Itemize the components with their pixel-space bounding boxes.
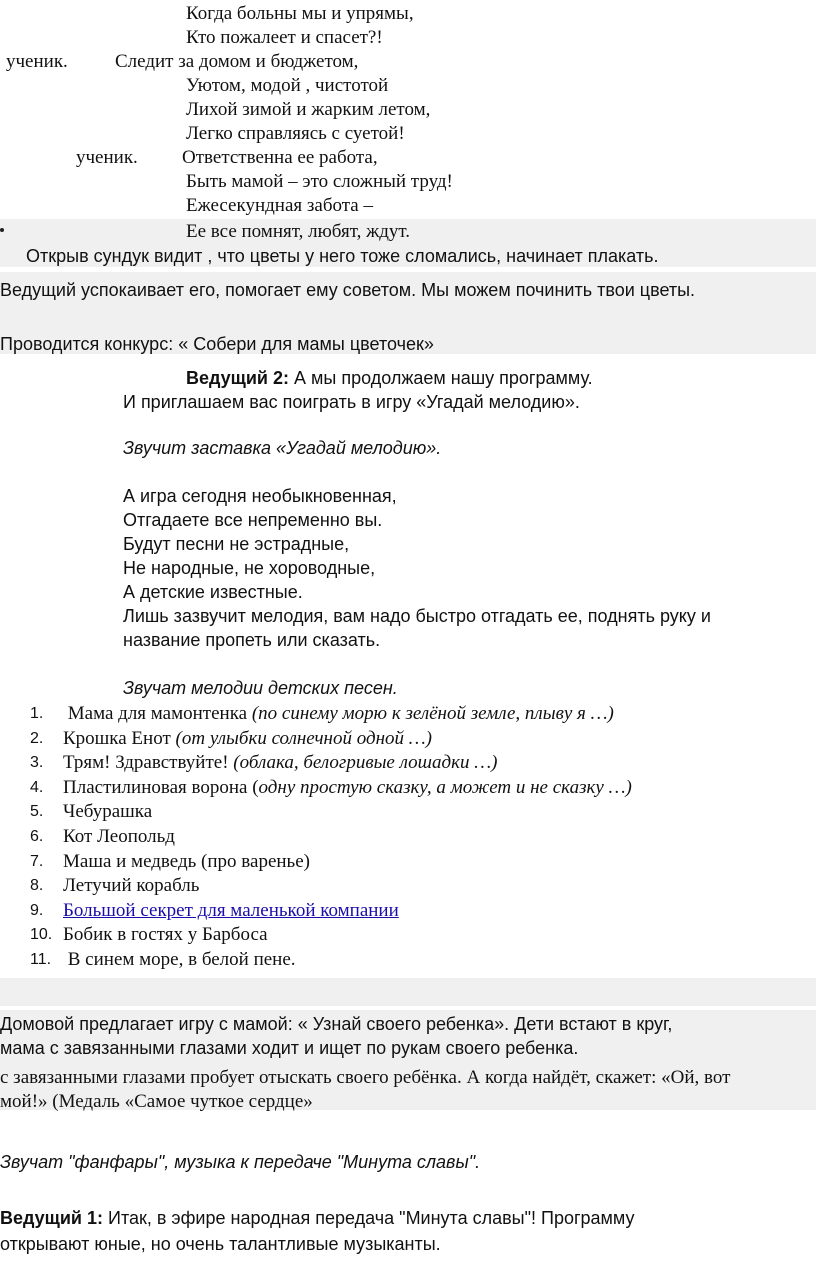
list-item bbox=[0, 825, 816, 849]
song-entry bbox=[63, 702, 614, 726]
rule-line: Лишь зазвучит мелодия, вам надо быстро отгадать ее, поднять руку и bbox=[123, 606, 711, 626]
list-number: 4. bbox=[30, 779, 44, 796]
list-number: 3. bbox=[30, 754, 44, 771]
list-item bbox=[0, 727, 816, 751]
domovoy-line: Домовой предлагает игру с мамой: « Узнай своего ребенка». Дети встают в круг, bbox=[0, 1014, 673, 1034]
bullet-icon bbox=[0, 228, 4, 232]
shaded-band bbox=[0, 978, 816, 1006]
song-entry bbox=[63, 874, 199, 898]
song-hint: (от улыбки солнечной одной …) bbox=[175, 728, 432, 749]
contest-line: Проводится конкурс: « Собери для мамы цветочек» bbox=[0, 334, 434, 354]
song-hint: (по синему морю к зелёной земле, плыву я …) bbox=[251, 703, 614, 724]
list-item bbox=[0, 948, 816, 972]
domovoy-line: с завязанными глазами пробует отыскать своего ребёнка. А когда найдёт, скажет: «Ой, вот bbox=[0, 1067, 731, 1088]
verse-line: Не народные, не хороводные, bbox=[123, 558, 376, 578]
list-number: 11. bbox=[30, 951, 52, 968]
list-item bbox=[0, 776, 816, 800]
list-number: 2. bbox=[30, 730, 44, 747]
poem-line: Ее все помнят, любят, ждут. bbox=[186, 221, 411, 242]
domovoy-line: мой!» (Медаль «Самое чуткое сердце» bbox=[0, 1091, 313, 1112]
list-item bbox=[0, 702, 816, 726]
rule-line: название пропеть или сказать. bbox=[123, 630, 381, 650]
song-entry bbox=[63, 899, 399, 923]
song-entry bbox=[63, 948, 296, 972]
list-item[interactable] bbox=[0, 899, 816, 923]
host2-text: А мы продолжаем нашу программу. bbox=[289, 368, 593, 388]
host1-label: Ведущий 1: bbox=[0, 1208, 103, 1228]
song-title: Трям! Здравствуйте! bbox=[63, 752, 234, 773]
speaker-label: ученик. bbox=[76, 147, 138, 168]
domovoy-line: мама с завязанными глазами ходит и ищет по рукам своего ребенка. bbox=[0, 1038, 579, 1058]
song-title: Крошка Енот bbox=[63, 728, 176, 749]
speaker-label: ученик. bbox=[6, 51, 68, 72]
poem-line: Когда больны мы и упрямы, bbox=[186, 3, 414, 24]
poem-line: Следит за домом и бюджетом, bbox=[115, 51, 359, 72]
poem-line: Уютом, модой , чистотой bbox=[186, 75, 389, 96]
song-entry bbox=[63, 850, 310, 874]
poem-line: Лихой зимой и жарким летом, bbox=[186, 99, 431, 120]
poem-line: Быть мамой – это сложный труд! bbox=[186, 171, 453, 192]
song-title: Маша и медведь (про варенье) bbox=[63, 851, 310, 872]
list-number: 8. bbox=[30, 877, 44, 894]
song-hint: одну простую сказку, а может и не сказку …) bbox=[258, 777, 632, 798]
song-title: В синем море, в белой пене. bbox=[63, 949, 296, 970]
song-entry bbox=[63, 800, 152, 824]
song-title: Бобик в гостях у Барбоса bbox=[63, 924, 268, 945]
stage-direction: Звучит заставка «Угадай мелодию». bbox=[123, 438, 442, 458]
narration-line: Открыв сундук видит , что цветы у него тоже сломались, начинает плакать. bbox=[26, 246, 659, 266]
poem-line: Ежесекундная забота – bbox=[186, 195, 373, 216]
host1-line: открывают юные, но очень талантливые музыканты. bbox=[0, 1234, 441, 1254]
song-entry bbox=[63, 727, 432, 751]
list-item bbox=[0, 874, 816, 898]
song-title: Пластилиновая ворона ( bbox=[63, 777, 259, 798]
list-item bbox=[0, 923, 816, 947]
list-number: 6. bbox=[30, 828, 44, 845]
song-link[interactable]: Большой секрет для маленькой компании bbox=[63, 900, 399, 921]
list-number: 5. bbox=[30, 803, 44, 820]
song-entry bbox=[63, 923, 268, 947]
song-entry bbox=[63, 776, 632, 800]
list-number: 9. bbox=[30, 902, 44, 919]
host2-line bbox=[186, 366, 593, 390]
narration-paragraph: Ведущий успокаивает его, помогает ему советом. Мы можем починить твои цветы. bbox=[0, 280, 696, 300]
song-entry bbox=[63, 825, 175, 849]
verse-line: Будут песни не эстрадные, bbox=[123, 534, 350, 554]
list-number: 7. bbox=[30, 853, 44, 870]
song-title: Кот Леопольд bbox=[63, 826, 175, 847]
verse-line: А детские известные. bbox=[123, 582, 303, 602]
list-item bbox=[0, 850, 816, 874]
host2-label: Ведущий 2: bbox=[186, 368, 289, 388]
song-entry bbox=[63, 751, 497, 775]
stage-direction: Звучат "фанфары", музыка к передаче "Минута славы". bbox=[0, 1152, 481, 1172]
verse-line: Отгадаете все непременно вы. bbox=[123, 510, 383, 530]
invite-line: И приглашаем вас поиграть в игру «Угадай мелодию». bbox=[123, 392, 580, 412]
poem-line: Ответственна ее работа, bbox=[182, 147, 378, 168]
list-item bbox=[0, 800, 816, 824]
host1-line bbox=[0, 1206, 635, 1230]
verse-line: А игра сегодня необыкновенная, bbox=[123, 486, 397, 506]
song-title: Чебурашка bbox=[63, 801, 153, 822]
song-title: Летучий корабль bbox=[63, 875, 200, 896]
poem-line: Легко справляясь с суетой! bbox=[186, 123, 405, 144]
song-hint: (облака, белогривые лошадки …) bbox=[233, 752, 498, 773]
list-item bbox=[0, 751, 816, 775]
poem-line: Кто пожалеет и спасет?! bbox=[186, 27, 383, 48]
stage-direction: Звучат мелодии детских песен. bbox=[123, 678, 398, 698]
list-number: 10. bbox=[30, 926, 53, 943]
host1-text: Итак, в эфире народная передача "Минута славы"! Программу bbox=[103, 1208, 635, 1228]
list-number: 1. bbox=[30, 705, 44, 722]
song-title: Мама для мамонтенка bbox=[63, 703, 252, 724]
